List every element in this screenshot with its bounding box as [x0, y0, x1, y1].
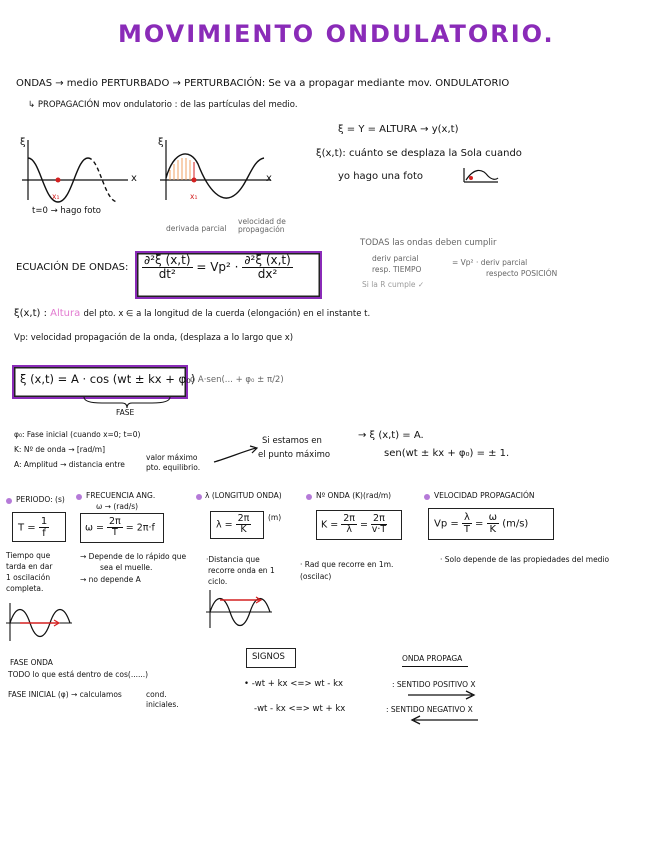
left-graph-caption: t=0 → hago foto — [32, 206, 102, 216]
velocidad-den2: K — [489, 524, 497, 535]
lambda-num: 2π — [237, 513, 250, 524]
side-deriv-c: = Vp² · deriv parcial — [452, 258, 528, 267]
eq-num-right: ∂²ξ (x,t) — [244, 253, 291, 267]
bullet-dot — [6, 498, 12, 504]
left-point-label: x₁ — [52, 192, 60, 201]
velocidad-formula-mid: = — [475, 518, 484, 530]
left-axis-y: ξ — [20, 137, 26, 148]
right-point-label: x₁ — [190, 192, 198, 201]
lambda-wave-icon — [206, 590, 276, 630]
frecuencia-formula — [85, 517, 155, 539]
note-velocidad: velocidad de propagación — [238, 217, 286, 235]
param-k: K: Nº de onda → [rad/m] — [14, 445, 105, 454]
param-a-note2: pto. equilibrio. — [146, 463, 201, 472]
side-deriv-d: respecto POSICIÓN — [486, 269, 558, 278]
velocidad-num2: ω — [488, 512, 497, 523]
photo-wave-icon — [462, 166, 502, 186]
def-xi-foto: yo hago una foto — [338, 171, 423, 182]
def-xi-altura: ξ = Y = ALTURA → y(x,t) — [338, 124, 459, 135]
periodo-formula — [18, 516, 49, 539]
lambda-formula-left: λ = — [216, 519, 233, 531]
periodo-den: f — [42, 528, 46, 539]
onda-propaga-underline — [402, 666, 468, 667]
frecuencia-formula-right: = 2π·f — [125, 522, 155, 534]
signos-label: SIGNOS — [252, 652, 285, 662]
numonda-formula-left: K = — [321, 519, 339, 531]
fase-inicial: FASE INICIAL (φ) → calculamos — [8, 690, 122, 699]
intro-line-2: ↳ PROPAGACIÓN mov ondulatorio : de las partículas del medio. — [28, 100, 298, 110]
numonda-den2: v·T — [371, 524, 387, 536]
side-deriv-a: deriv parcial — [372, 254, 419, 263]
xi-def-prefix: ξ(x,t) : — [14, 308, 47, 319]
numonda-head: Nº ONDA (K)(rad/m) — [316, 491, 392, 500]
frecuencia-head: FRECUENCIA ANG. — [86, 491, 156, 500]
periodo-note-3: completa. — [6, 584, 44, 593]
lambda-note-2: ciclo. — [208, 577, 228, 586]
numonda-note-0: · Rad que recorre en 1m. — [300, 560, 394, 569]
frecuencia-num: 2π — [108, 516, 121, 527]
param-phi: φ₀: Fase inicial (cuando x=0; t=0) — [14, 430, 141, 439]
lambda-head: λ (LONGITUD ONDA) — [205, 491, 282, 500]
signos-row-1-right: : SENTIDO POSITIVO X — [392, 680, 476, 689]
lambda-unit: (m) — [268, 513, 282, 522]
periodo-note-0: Tiempo que — [6, 551, 51, 560]
side-deriv-b: resp. TIEMPO — [372, 265, 422, 274]
frecuencia-note-1: sea el muelle. — [100, 563, 153, 572]
vp-def: Vp: velocidad propagación de la onda, (desplaza a lo largo que x) — [14, 333, 294, 343]
param-a: A: Amplitud → distancia entre — [14, 460, 125, 469]
velocidad-formula-right: (m/s) — [502, 518, 529, 530]
periodo-wave-icon — [6, 603, 76, 643]
periodo-note-2: 1 oscilación — [6, 573, 51, 582]
eq-mid: = Vp² · — [196, 260, 239, 275]
cond-line-1: Si estamos en — [262, 436, 322, 446]
frecuencia-formula-left: ω = — [85, 522, 107, 534]
frecuencia-note-0: → Depende de lo rápido que — [80, 552, 187, 561]
fase-inicial-cond: cond. — [146, 690, 167, 699]
cond-arrow — [212, 444, 260, 464]
wave-function: ξ (x,t) = A · cos (wt ± kx + φ₀) — [20, 372, 196, 386]
xi-def-altura: Altura — [50, 308, 81, 319]
page-title: MOVIMIENTO ONDULATORIO. — [118, 20, 555, 48]
cond-line-2: el punto máximo — [258, 450, 331, 460]
ecuacion-label: ECUACIÓN DE ONDAS: — [16, 262, 129, 273]
signos-row-1-left: • -wt + kx <=> wt - kx — [244, 679, 344, 689]
right-axis-y: ξ — [158, 137, 164, 148]
param-a-note1: valor máximo — [146, 453, 198, 462]
numonda-formula — [321, 514, 387, 536]
numonda-num2: 2π — [373, 513, 385, 524]
bullet-dot — [76, 494, 82, 500]
left-axis-x: x — [131, 173, 137, 184]
onda-propaga-label: ONDA PROPAGA — [402, 654, 463, 663]
eq-den-right: dx² — [257, 267, 278, 282]
wave-equation — [142, 254, 293, 281]
velocidad-head: VELOCIDAD PROPAGACIÓN — [434, 491, 535, 500]
side-cumple: Si la R cumple ✓ — [362, 280, 425, 289]
fase-inicial-iniciales: iniciales. — [146, 700, 179, 709]
right-axis-x: x — [266, 173, 272, 184]
fase-onda-desc: TODO lo que está dentro de cos(......) — [8, 670, 149, 679]
arrow-right-icon — [408, 691, 478, 699]
def-xi-desplaza: ξ(x,t): cuánto se desplaza la Sola cuando — [316, 148, 522, 159]
periodo-formula-left: T = — [18, 522, 36, 534]
velocidad-formula — [434, 512, 528, 535]
eq-num-left: ∂²ξ (x,t) — [144, 253, 191, 267]
bullet-dot — [306, 494, 312, 500]
xi-def-line — [14, 308, 370, 319]
velocidad-formula-left: Vp = — [434, 518, 459, 530]
signos-row-2-left: -wt - kx <=> wt + kx — [254, 704, 346, 714]
periodo-note-1: tarda en dar — [6, 562, 53, 571]
velocidad-den: T — [463, 524, 470, 535]
velocidad-note-0: · Solo depende de las propiedades del medio — [440, 555, 610, 564]
lambda-note-1: recorre onda en 1 — [208, 566, 275, 575]
lambda-note-0: ·Distancia que — [206, 555, 260, 564]
result-line-2: sen(wt ± kx + φ₀) = ± 1. — [384, 448, 510, 459]
side-todas: TODAS las ondas deben cumplir — [360, 238, 497, 248]
frecuencia-head2: ω → (rad/s) — [96, 502, 139, 511]
result-line-1: → ξ (x,t) = A. — [358, 430, 424, 441]
numonda-den: λ — [346, 524, 352, 536]
arrow-left-icon — [410, 716, 480, 724]
numonda-num: 2π — [343, 513, 356, 524]
note-derivada: derivada parcial — [166, 224, 227, 233]
xi-def-rest: del pto. x ∈ a la longitud de la cuerda (elongación) en el instante t. — [83, 309, 371, 319]
numonda-note-1: (oscilac) — [300, 572, 332, 581]
velocidad-num: λ — [463, 512, 470, 523]
lambda-den: K — [240, 524, 247, 536]
fase-onda-title: FASE ONDA — [10, 658, 53, 667]
bullet-dot — [196, 494, 202, 500]
lambda-formula — [216, 514, 251, 536]
wave-function-alt: ó A·sen(... + φ₀ ± π/2) — [190, 375, 284, 385]
numonda-formula-right: = — [360, 519, 369, 531]
periodo-num: 1 — [40, 516, 48, 527]
frecuencia-den: T — [111, 527, 118, 539]
signos-row-2-right: : SENTIDO NEGATIVO X — [386, 705, 473, 714]
intro-line-1: ONDAS → medio PERTURBADO → PERTURBACIÓN: Se va a propagar mediante mov. ONDULATORIO — [16, 78, 510, 89]
frecuencia-note-2: → no depende A — [80, 575, 141, 584]
fase-brace — [82, 395, 172, 409]
bullet-dot — [424, 494, 430, 500]
fase-label: FASE — [116, 408, 135, 417]
wave-graph-right — [156, 140, 296, 220]
periodo-head: PERIODO: (s) — [16, 495, 65, 504]
eq-den-left: dt² — [158, 267, 176, 282]
